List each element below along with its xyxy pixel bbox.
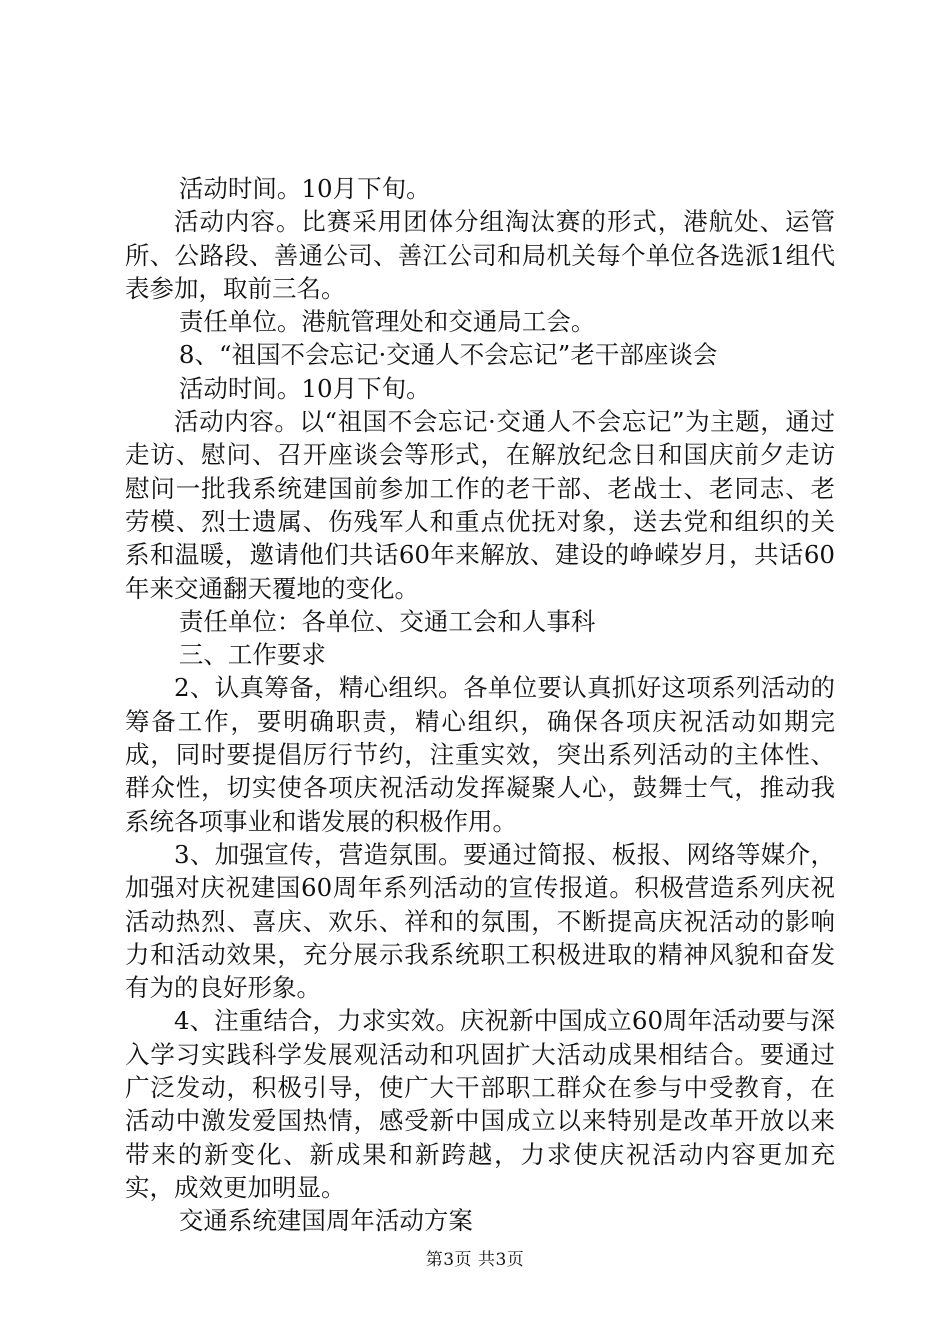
paragraph-responsible-unit-1: 责任单位。港航管理处和交通局工会。 [178,307,596,337]
page-number-footer: 第3页 共3页 [425,1250,525,1270]
paragraph-activity-time-1: 活动时间。10月下旬。 [178,174,431,203]
paragraph-activity-content-2: 活动内容。以“祖国不会忘记·交通人不会忘记”为主题，通过走访、慰问、召开座谈会等形式，在解放纪念日和国庆前夕走访慰问一批我系统建国前参加工作的老干部、老战士、老同志、老劳模、烈士遗属、伤残军人和重点优抚对象，送去党和组织的关系和温暖，邀请他们共话60年来解放、建设的峥嵘岁月，共话60年来交通翻天覆地的变化。 [125,407,835,603]
paragraph-responsible-unit-2: 责任单位：各单位、交通工会和人事科 [178,606,596,636]
paragraph-activity-content-1: 活动内容。比赛采用团体分组淘汰赛的形式，港航处、运管所、公路段、善通公司、善江公司和局机关每个单位各选派1组代表参加，取前三名。 [125,207,835,303]
section-heading-work-requirements: 三、工作要求 [178,640,326,670]
paragraph-requirement-4: 4、注重结合，力求实效。庆祝新中国成立60周年活动要与深入学习实践科学发展观活动和巩固扩大活动成果相结合。要通过广泛发动，积极引导，使广大干部职工群众在参与中受教育，在活动中激发爱国热情，感受新中国成立以来特别是改革开放以来带来的新变化、新成果和新跨越，力求使庆祝活动内容更加充实，成效更加明显。 [125,1006,835,1202]
paragraph-requirement-3: 3、加强宣传，营造氛围。要通过简报、板报、网络等媒介，加强对庆祝建国60周年系列活动的宣传报道。积极营造系列庆祝活动热烈、喜庆、欢乐、祥和的氛围，不断提高庆祝活动的影响力和活动效果，充分展示我系统职工积极进取的精神风貌和奋发有为的良好形象。 [125,839,835,1003]
document-body [125,172,835,1238]
paragraph-activity-time-2: 活动时间。10月下旬。 [178,373,431,403]
paragraph-document-title: 交通系统建国周年活动方案 [178,1206,473,1236]
section-heading-item-8: 8、“祖国不会忘记·交通人不会忘记”老干部座谈会 [178,340,718,370]
paragraph-requirement-2: 2、认真筹备，精心组织。各单位要认真抓好这项系列活动的筹备工作，要明确职责，精心组织，确保各项庆祝活动如期完成，同时要提倡厉行节约，注重实效，突出系列活动的主体性、群众性，切实使各项庆祝活动发挥凝聚人心，鼓舞士气，推动我系统各项事业和谐发展的积极作用。 [125,673,835,836]
